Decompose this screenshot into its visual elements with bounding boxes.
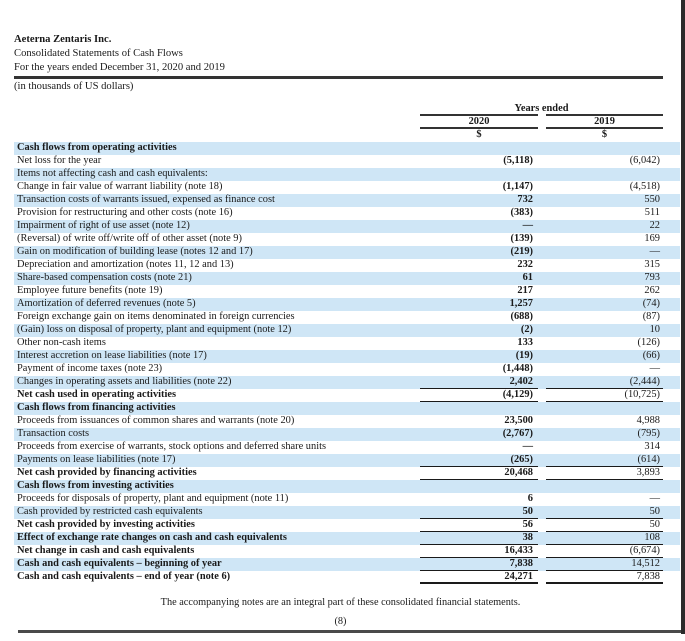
right-pad — [663, 415, 680, 428]
table-row — [14, 298, 680, 311]
column-gap — [538, 207, 546, 220]
value-2020: 16,433 — [420, 545, 538, 558]
value-2020: 24,271 — [420, 571, 538, 584]
value-2019: 314 — [644, 441, 660, 452]
value-2019: (87) — [642, 311, 660, 322]
value-2019: 262 — [644, 285, 660, 296]
table-row — [14, 558, 680, 571]
units-note: (in thousands of US dollars) — [14, 80, 134, 92]
column-gap — [538, 337, 546, 350]
value-2020: 50 — [420, 506, 538, 519]
value-2019: (10,725) — [546, 389, 663, 402]
value-2020: (219) — [510, 246, 533, 257]
right-pad — [663, 493, 680, 506]
value-2020: (383) — [510, 207, 533, 218]
column-gap — [538, 454, 546, 467]
value-2019: 108 — [546, 532, 663, 545]
column-gap — [538, 376, 546, 389]
years-ended-label: Years ended — [514, 103, 569, 114]
row-label: Cash and cash equivalents – end of year (note 6) — [17, 571, 231, 582]
column-gap — [538, 571, 546, 584]
year-columns-row — [14, 116, 680, 129]
years-ended-row — [14, 103, 680, 116]
value-2020: (2,767) — [502, 428, 533, 439]
value-2019: — — [649, 493, 660, 504]
table-row — [14, 402, 680, 415]
value-2020: 20,468 — [420, 467, 538, 480]
right-pad — [663, 389, 680, 402]
column-gap — [538, 506, 546, 519]
value-2020: (1,147) — [502, 181, 533, 192]
value-2019: — — [649, 363, 660, 374]
value-2020: 23,500 — [504, 415, 533, 426]
column-gap — [538, 272, 546, 285]
row-label: Net loss for the year — [17, 155, 102, 166]
value-2019: (2,444) — [546, 376, 663, 389]
table-row — [14, 519, 680, 532]
page-number: (8) — [334, 616, 347, 627]
table-row — [14, 246, 680, 259]
row-label: Cash provided by restricted cash equivalents — [17, 506, 203, 517]
row-label: Transaction costs of warrants issued, expensed as finance cost — [17, 194, 275, 205]
value-2019: 50 — [546, 519, 663, 532]
column-gap — [538, 220, 546, 233]
right-pad — [663, 285, 680, 298]
value-2019: — — [649, 246, 660, 257]
right-pad — [663, 350, 680, 363]
column-gap — [538, 311, 546, 324]
value-2020: (139) — [510, 233, 533, 244]
row-label: Change in fair value of warrant liability (note 18) — [17, 181, 223, 192]
table-row — [14, 168, 680, 181]
footer-note: The accompanying notes are an integral part of these consolidated financial statements. — [160, 597, 521, 608]
row-label: Share-based compensation costs (note 21) — [17, 272, 192, 283]
right-pad — [663, 519, 680, 532]
row-label: Net cash used in operating activities — [17, 389, 177, 400]
table-row — [14, 532, 680, 545]
row-label: Other non-cash items — [17, 337, 106, 348]
column-gap — [538, 415, 546, 428]
cashflow-rows — [14, 142, 680, 584]
right-pad — [663, 194, 680, 207]
company-name: Aeterna Zentaris Inc. — [14, 34, 112, 45]
value-2019 — [546, 402, 663, 415]
value-2020: (4,129) — [420, 389, 538, 402]
row-label: Payment of income taxes (note 23) — [17, 363, 163, 374]
right-pad — [663, 571, 680, 584]
value-2019: 14,512 — [546, 558, 663, 571]
column-gap — [538, 285, 546, 298]
row-label: Effect of exchange rate changes on cash and cash equivalents — [17, 532, 287, 543]
page-right-border — [681, 0, 685, 634]
value-2020: (5,118) — [503, 155, 533, 166]
right-pad — [663, 272, 680, 285]
column-gap — [538, 363, 546, 376]
right-pad — [663, 467, 680, 480]
table-row — [14, 194, 680, 207]
right-pad — [663, 545, 680, 558]
row-label: (Gain) loss on disposal of property, plant and equipment (note 12) — [17, 324, 292, 335]
value-2020 — [420, 480, 538, 493]
table-row — [14, 389, 680, 402]
table-row — [14, 467, 680, 480]
value-2019: (74) — [642, 298, 660, 309]
row-label: Items not affecting cash and cash equivalents: — [17, 168, 208, 179]
table-row — [14, 480, 680, 493]
table-row — [14, 493, 680, 506]
right-pad — [663, 558, 680, 571]
row-label: Cash and cash equivalents – beginning of year — [17, 558, 222, 569]
row-label: Impairment of right of use asset (note 12) — [17, 220, 190, 231]
value-2020 — [420, 142, 538, 155]
right-pad — [663, 220, 680, 233]
value-2019: 3,893 — [546, 467, 663, 480]
row-label: (Reversal) of write off/write off of other asset (note 9) — [17, 233, 242, 244]
right-pad — [663, 168, 680, 181]
column-gap — [538, 480, 546, 493]
value-2019: 793 — [644, 272, 660, 283]
value-2019: (6,674) — [546, 545, 663, 558]
row-label: Net change in cash and cash equivalents — [17, 545, 195, 556]
table-row — [14, 207, 680, 220]
value-2020 — [420, 402, 538, 415]
value-2019: 22 — [649, 220, 660, 231]
column-gap — [538, 324, 546, 337]
row-label: Depreciation and amortization (notes 11, 12 and 13) — [17, 259, 234, 270]
table-row — [14, 311, 680, 324]
value-2020 — [420, 168, 538, 181]
value-2019: (66) — [642, 350, 660, 361]
value-2019: 4,988 — [636, 415, 660, 426]
value-2020: (2) — [520, 324, 533, 335]
value-2020: 61 — [522, 272, 533, 283]
value-2019: 169 — [644, 233, 660, 244]
table-row — [14, 181, 680, 194]
value-2020: (19) — [515, 350, 533, 361]
column-gap — [538, 168, 546, 181]
column-gap — [538, 155, 546, 168]
row-label: Proceeds from exercise of warrants, stock options and deferred share units — [17, 441, 327, 452]
row-label: Proceeds for disposals of property, plant and equipment (note 11) — [17, 493, 289, 504]
currency-symbol-2019: $ — [601, 129, 608, 140]
right-pad — [663, 441, 680, 454]
table-row — [14, 545, 680, 558]
value-2020: 7,838 — [420, 558, 538, 571]
column-gap — [538, 142, 546, 155]
value-2020: — — [522, 220, 533, 231]
row-label: Transaction costs — [17, 428, 90, 439]
currency-row — [14, 129, 680, 142]
value-2020: 133 — [517, 337, 533, 348]
value-2019: (614) — [546, 454, 663, 467]
value-2019: 315 — [644, 259, 660, 270]
value-2019: 50 — [546, 506, 663, 519]
value-2020: 56 — [420, 519, 538, 532]
row-label: Cash flows from investing activities — [17, 480, 174, 491]
right-pad — [663, 142, 680, 155]
column-gap — [538, 558, 546, 571]
column-gap — [538, 181, 546, 194]
row-label: Amortization of deferred revenues (note 5) — [17, 298, 196, 309]
value-2020: (688) — [510, 311, 533, 322]
row-label: Cash flows from financing activities — [17, 402, 176, 413]
right-pad — [663, 376, 680, 389]
value-2020: (1,448) — [502, 363, 533, 374]
right-pad — [663, 480, 680, 493]
table-row — [14, 454, 680, 467]
right-pad — [663, 324, 680, 337]
right-pad — [663, 454, 680, 467]
column-gap — [538, 441, 546, 454]
value-2019: 7,838 — [546, 571, 663, 584]
table-row — [14, 155, 680, 168]
right-pad — [663, 233, 680, 246]
table-row — [14, 220, 680, 233]
row-label: Proceeds from issuances of common shares and warrants (note 20) — [17, 415, 295, 426]
right-pad — [663, 506, 680, 519]
row-label: Payments on lease liabilities (note 17) — [17, 454, 176, 465]
column-gap — [538, 493, 546, 506]
table-row — [14, 324, 680, 337]
right-pad — [663, 246, 680, 259]
value-2019: (795) — [637, 428, 660, 439]
value-2020: 1,257 — [509, 298, 533, 309]
column-gap — [538, 467, 546, 480]
table-row — [14, 285, 680, 298]
statement-title: Consolidated Statements of Cash Flows — [14, 48, 183, 59]
right-pad — [663, 207, 680, 220]
table-row — [14, 363, 680, 376]
row-label: Gain on modification of building lease (notes 12 and 17) — [17, 246, 253, 257]
value-2019: 550 — [644, 194, 660, 205]
value-2019: (4,518) — [629, 181, 660, 192]
document-header — [14, 33, 663, 94]
value-2020: 2,402 — [420, 376, 538, 389]
table-row — [14, 506, 680, 519]
header-rule — [14, 76, 663, 79]
table-row — [14, 428, 680, 441]
table-row — [14, 376, 680, 389]
value-2020: 732 — [517, 194, 533, 205]
table-row — [14, 337, 680, 350]
column-gap — [538, 402, 546, 415]
value-2019: (126) — [637, 337, 660, 348]
cashflow-table — [14, 103, 680, 584]
table-row — [14, 441, 680, 454]
row-label: Employee future benefits (note 19) — [17, 285, 163, 296]
value-2019: 10 — [649, 324, 660, 335]
value-2020: 38 — [420, 532, 538, 545]
column-gap — [538, 233, 546, 246]
right-pad — [663, 298, 680, 311]
column-gap — [538, 389, 546, 402]
currency-symbol-2020: $ — [476, 129, 482, 140]
value-2019 — [546, 142, 663, 155]
row-label: Net cash provided by financing activities — [17, 467, 197, 478]
right-pad — [663, 532, 680, 545]
value-2020: 6 — [527, 493, 533, 504]
row-label: Provision for restructuring and other costs (note 16) — [17, 207, 233, 218]
column-gap — [538, 259, 546, 272]
table-row — [14, 350, 680, 363]
table-row — [14, 571, 680, 584]
column-gap — [538, 545, 546, 558]
right-pad — [663, 337, 680, 350]
right-pad — [663, 259, 680, 272]
row-label: Net cash provided by investing activities — [17, 519, 195, 530]
value-2020: 232 — [517, 259, 533, 270]
row-label: Foreign exchange gain on items denominated in foreign currencies — [17, 311, 295, 322]
right-pad — [663, 363, 680, 376]
right-pad — [663, 311, 680, 324]
column-gap — [538, 428, 546, 441]
right-pad — [663, 155, 680, 168]
table-row — [14, 142, 680, 155]
period-line: For the years ended December 31, 2020 and 2019 — [14, 62, 225, 73]
page-bottom-rule — [18, 630, 681, 633]
right-pad — [663, 181, 680, 194]
value-2019 — [546, 480, 663, 493]
row-label: Changes in operating assets and liabilities (note 22) — [17, 376, 232, 387]
table-row — [14, 233, 680, 246]
column-header-2019: 2019 — [546, 116, 663, 129]
row-label: Cash flows from operating activities — [17, 142, 177, 153]
value-2020: — — [522, 441, 533, 452]
column-gap — [538, 350, 546, 363]
table-row — [14, 415, 680, 428]
right-pad — [663, 402, 680, 415]
right-pad — [663, 428, 680, 441]
column-gap — [538, 532, 546, 545]
value-2020: (265) — [420, 454, 538, 467]
column-gap — [538, 194, 546, 207]
value-2019: (6,042) — [629, 155, 660, 166]
column-header-2020: 2020 — [420, 116, 538, 129]
column-gap — [538, 246, 546, 259]
column-gap — [538, 519, 546, 532]
column-gap — [538, 298, 546, 311]
value-2020: 217 — [517, 285, 533, 296]
table-row — [14, 259, 680, 272]
value-2019: 511 — [644, 207, 660, 218]
value-2019 — [546, 168, 663, 181]
row-label: Interest accretion on lease liabilities (note 17) — [17, 350, 207, 361]
table-row — [14, 272, 680, 285]
